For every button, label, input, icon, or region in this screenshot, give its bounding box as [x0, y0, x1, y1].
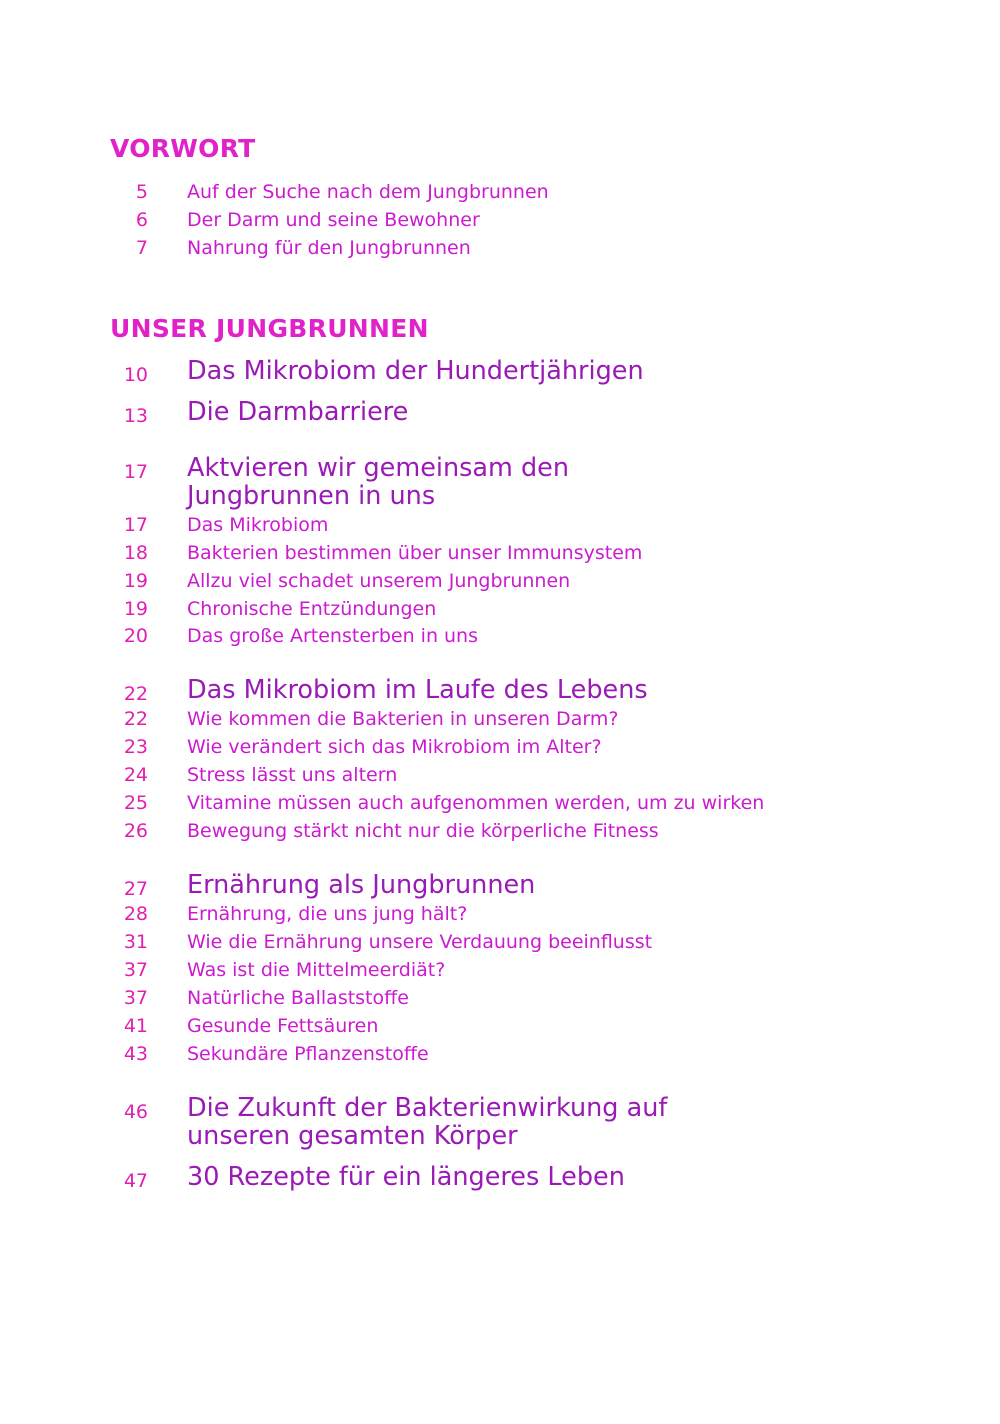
toc-entry-title: Bewegung stärkt nicht nur die körperliche Fitness [187, 820, 659, 842]
toc-page-number: 7 [135, 237, 148, 259]
section-heading-unser-jungbrunnen: UNSER JUNGBRUNNEN [110, 314, 429, 343]
toc-page-number: 22 [123, 683, 148, 705]
toc-entry-title: Das Mikrobiom der Hundertjährigen [187, 356, 644, 386]
toc-entry-title: Der Darm und seine Bewohner [187, 209, 480, 231]
toc-page-number: 37 [123, 987, 148, 1009]
toc-page-number: 20 [123, 625, 148, 647]
toc-page-number: 6 [135, 209, 148, 231]
toc-entry-title: Ernährung als Jungbrunnen [187, 870, 536, 900]
toc-entry-title: Ernährung, die uns jung hält? [187, 903, 468, 925]
toc-page-number: 31 [123, 931, 148, 953]
toc-page-number: 28 [123, 903, 148, 925]
toc-entry-title: Bakterien bestimmen über unser Immunsystem [187, 542, 643, 564]
toc-entry-title-line2: Jungbrunnen in uns [187, 481, 436, 511]
toc-page-number: 46 [123, 1101, 148, 1123]
toc-entry-title: Chronische Entzündungen [187, 598, 437, 620]
toc-entry-title: Das Mikrobiom im Laufe des Lebens [187, 675, 648, 705]
toc-page-number: 27 [123, 878, 148, 900]
toc-entry-title: Allzu viel schadet unserem Jungbrunnen [187, 570, 571, 592]
toc-entry-title: Das Mikrobiom [187, 514, 329, 536]
toc-page-number: 13 [123, 405, 148, 427]
toc-entry-title: Nahrung für den Jungbrunnen [187, 237, 471, 259]
toc-page-number: 47 [123, 1170, 148, 1192]
toc-page-number: 17 [123, 461, 148, 483]
toc-entry-title: 30 Rezepte für ein längeres Leben [187, 1162, 625, 1192]
toc-entry-title: Was ist die Mittelmeerdiät? [187, 959, 446, 981]
section-heading-vorwort: VORWORT [110, 134, 256, 163]
toc-page-number: 19 [123, 570, 148, 592]
toc-page-number: 23 [123, 736, 148, 758]
toc-entry-title-line2: unseren gesamten Körper [187, 1121, 518, 1151]
toc-page-number: 41 [123, 1015, 148, 1037]
toc-entry-title: Stress lässt uns altern [187, 764, 398, 786]
toc-entry-title: Gesunde Fettsäuren [187, 1015, 379, 1037]
toc-entry-title: Das große Artensterben in uns [187, 625, 479, 647]
toc-page-number: 18 [123, 542, 148, 564]
toc-page-number: 19 [123, 598, 148, 620]
toc-page-number: 37 [123, 959, 148, 981]
toc-page-number: 25 [123, 792, 148, 814]
toc-page-number: 43 [123, 1043, 148, 1065]
toc-entry-title: Vitamine müssen auch aufgenommen werden, um zu wirken [187, 792, 765, 814]
toc-entry-title: Natürliche Ballaststoffe [187, 987, 409, 1009]
toc-entry-title: Wie die Ernährung unsere Verdauung beeinflusst [187, 931, 653, 953]
toc-entry-title: Auf der Suche nach dem Jungbrunnen [187, 181, 549, 203]
toc-entry-title: Wie kommen die Bakterien in unseren Darm? [187, 708, 619, 730]
toc-page-number: 26 [123, 820, 148, 842]
toc-entry-title: Die Darmbarriere [187, 397, 409, 427]
toc-entry-title: Die Zukunft der Bakterienwirkung auf [187, 1093, 668, 1123]
toc-page-number: 17 [123, 514, 148, 536]
toc-page-number: 10 [123, 364, 148, 386]
toc-page-number: 24 [123, 764, 148, 786]
toc-page-number: 5 [135, 181, 148, 203]
toc-page-number: 22 [123, 708, 148, 730]
toc-entry-title: Sekundäre Pflanzenstoffe [187, 1043, 429, 1065]
toc-entry-title: Aktvieren wir gemeinsam den [187, 453, 570, 483]
toc-entry-title: Wie verändert sich das Mikrobiom im Alter? [187, 736, 602, 758]
